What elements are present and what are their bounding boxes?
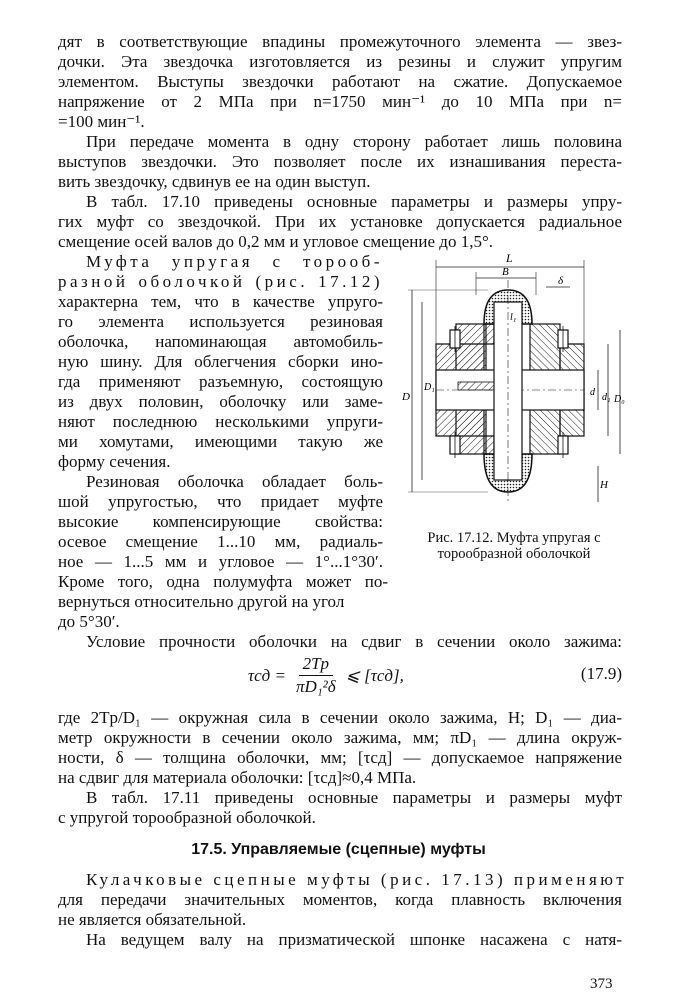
label-L: L (506, 251, 513, 265)
label-delta: δ (558, 275, 564, 287)
wrap-line: вернуться относительно другой на угол (58, 592, 345, 611)
wrap-line: няют последнюю несколькими упруги- (58, 412, 383, 431)
formula-denominator: πD₁²δ (295, 677, 336, 696)
body-line: гих муфт со звездочкой. При их установке допускается радиальное (58, 212, 622, 231)
wrap-line: Муфта упругая с тороoб- (86, 252, 383, 271)
wrap-line: шой упругостью, что придает муфте (58, 492, 383, 511)
body-line: выступов звездочки. Это позволяет после их изнашивания переста- (58, 152, 622, 171)
wrap-line: характерна тем, что в качестве упруго- (58, 292, 383, 311)
formula-lhs: τсд = (248, 665, 286, 685)
section-line: для передачи значительных моментов, когда плавность включения (58, 890, 622, 909)
wrap-line: осевое смещение 1...10 мм, радиаль- (58, 532, 383, 551)
formula-numerator: 2Tр (299, 654, 333, 676)
wrap-line: гда применяют разъемную, состоящую (58, 372, 383, 391)
wrap-line: оболочка, напоминающая автомобиль- (58, 332, 383, 351)
body-line: напряжение от 2 МПа при n=1750 мин⁻¹ до 10 МПа при n= (58, 92, 622, 111)
section-line: На ведущем валу на призматической шпонке насажена с натя- (86, 930, 622, 949)
condition-line: Условие прочности оболочки на сдвиг в сечении около зажима: (86, 632, 622, 651)
wrap-line: ное — 1...5 мм и угловое — 1°...1°30′. (58, 552, 383, 571)
section-line: Кулачковые сцепные муфты (рис. 17.13) применяют (86, 870, 628, 889)
figure-caption-line2: торообразной оболочкой (437, 546, 591, 562)
section-heading: 17.5. Управляемые (сцепные) муфты (191, 841, 486, 858)
formula-17-9 (248, 654, 404, 697)
figure-caption-line1: Рис. 17.12. Муфта упругая с (427, 530, 601, 546)
equation-number: (17.9) (580, 664, 622, 683)
body-line: дят в соответствующие впадины промежуточного элемента — звез- (58, 32, 622, 51)
body-line: элементом. Выступы звездочки работают на сжатие. Допускаемое (58, 72, 622, 91)
body-line: смещение осей валов до 0,2 мм и угловое смещение до 1,5°. (58, 232, 493, 251)
label-D1: D₁ (424, 382, 435, 393)
page-number: 373 (590, 976, 613, 992)
body-line: вить звездочку, сдвинув ее на один выступ. (58, 172, 371, 191)
label-d: d (590, 387, 595, 398)
wrap-line: Резиновая оболочка обладает боль- (86, 472, 383, 491)
formula-row (58, 652, 622, 702)
after-line: с упругой торообразной оболочкой. (58, 808, 316, 827)
wrap-line: го элемента используется резиновая (58, 312, 383, 331)
after-line: В табл. 17.11 приведены основные параметры и размеры муфт (86, 788, 622, 807)
after-line: метр окружности в сечении около зажима, мм; πD₁ — длина окруж- (58, 728, 622, 747)
body-line: дочки. Эта звездочка изготовляется из резины и служит упругим (58, 52, 622, 71)
wrap-line: ми хомутами, имеющими такую же (58, 432, 383, 451)
section-line: не является обязательной. (58, 910, 247, 929)
label-l1: l₁ (510, 312, 517, 323)
body-line: =100 мин⁻¹. (58, 112, 145, 131)
label-D: D (402, 391, 410, 403)
label-B: B (502, 266, 509, 278)
wrap-line: форму сечения. (58, 452, 171, 471)
wrap-line: до 5°30′. (58, 612, 120, 631)
label-D0: D₀ (614, 394, 625, 405)
after-line: где 2Tр/D₁ — окружная сила в сечении около зажима, Н; D₁ — диа- (58, 708, 622, 727)
formula-rhs: ⩽ [τсд], (345, 665, 404, 685)
label-H: H (600, 479, 608, 491)
after-line: на сдвиг для материала оболочки: [τсд]≈0,4 МПа. (58, 768, 417, 787)
body-line: При передаче момента в одну сторону работает лишь половина (86, 132, 622, 151)
formula-fraction (292, 654, 340, 697)
wrap-line: высокие компенсирующие свойства: (58, 512, 383, 531)
label-d1: d₁ (602, 392, 611, 403)
body-line: В табл. 17.10 приведены основные параметры и размеры упру- (86, 192, 622, 211)
after-line: ности, δ — толщина оболочки, мм; [τсд] — допускаемое напряжение (58, 748, 622, 767)
wrap-line: ную шину. Для облегчения сборки ино- (58, 352, 383, 371)
wrap-line: разной оболочкой (рис. 17.12) (58, 272, 383, 291)
wrap-line: из двух половин, оболочку или заме- (58, 392, 383, 411)
wrap-line: Кроме того, одна полумуфта может по- (58, 572, 388, 591)
